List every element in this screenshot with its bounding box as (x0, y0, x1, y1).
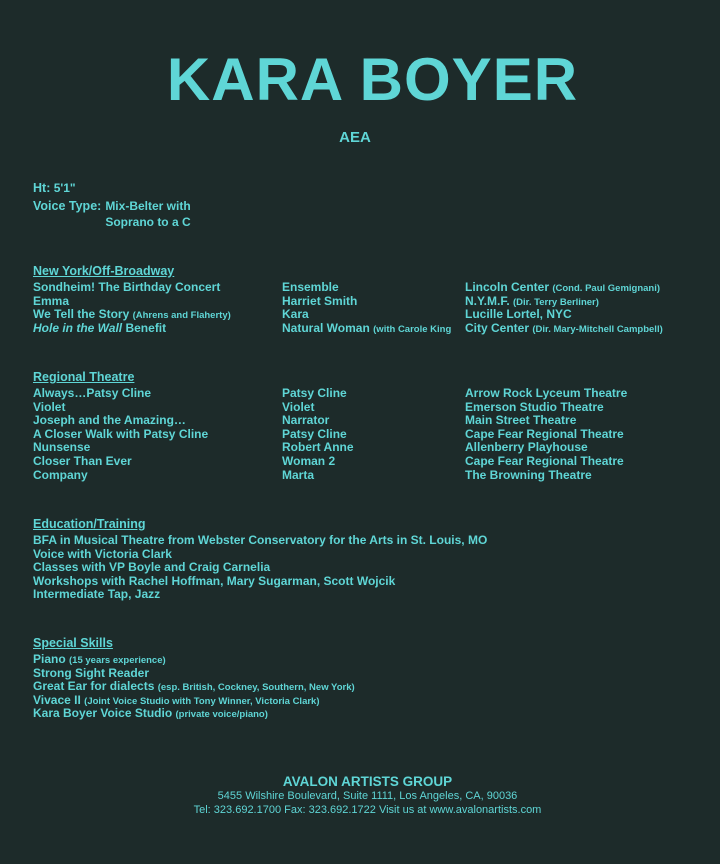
agency-address: 5455 Wilshire Boulevard, Suite 1111, Los Angeles, CA, 90036 (217, 790, 518, 802)
credit-venue-note: (Dir. Mary-Mitchell Campbell) (532, 323, 663, 335)
skill-note: (private voice/piano) (175, 709, 268, 721)
credit-row (33, 413, 577, 428)
credit-role: Patsy Cline (282, 426, 347, 441)
education-line: BFA in Musical Theatre from Webster Conservatory for the Arts in St. Louis, MO (33, 533, 488, 547)
vital-stats (33, 180, 191, 230)
credit-role: Woman 2 (282, 453, 336, 468)
credit-venue: Cape Fear Regional Theatre (465, 426, 624, 441)
performer-name: KARA BOYER (166, 46, 579, 113)
credit-row (33, 453, 624, 469)
skill-note: (Joint Voice Studio with Tony Winner, Victoria Clark) (84, 695, 320, 707)
education-section (33, 517, 487, 602)
credit-role: Narrator (282, 413, 330, 428)
credit-show: Closer Than Ever (33, 453, 132, 468)
credit-role: Harriet Smith (282, 293, 358, 308)
credit-show: We Tell the Story (33, 307, 130, 322)
ny-section (33, 264, 663, 335)
credit-venue: City Center (465, 320, 530, 335)
credit-venue: The Browning Theatre (465, 467, 592, 482)
credit-venue: Emerson Studio Theatre (465, 399, 604, 414)
ny-section-title: New York/Off-Broadway (33, 264, 175, 278)
agency-name: AVALON ARTISTS GROUP (282, 774, 453, 789)
credit-row (33, 440, 588, 455)
agency-contact[interactable]: Tel: 323.692.1700 Fax: 323.692.1722 Visit us at www.avalonartists.com (193, 804, 542, 816)
credit-role: Kara (282, 307, 309, 322)
height-value: 5'1" (53, 181, 76, 195)
credit-venue: Lincoln Center (465, 280, 550, 294)
education-section-title: Education/Training (33, 517, 146, 531)
credit-role-note: (with Carole King (373, 323, 452, 335)
credit-row (33, 399, 604, 415)
height-label: Ht: (33, 181, 51, 195)
credit-show: Always…Patsy Cline (33, 386, 152, 400)
credit-role: Marta (282, 467, 315, 482)
credit-row (33, 426, 624, 442)
credit-venue-note: (Cond. Paul Gemignani) (552, 283, 661, 294)
credit-row (33, 320, 663, 336)
credit-row (33, 307, 572, 322)
credit-role: Ensemble (282, 280, 339, 294)
credit-show: Joseph and the Amazing… (33, 413, 186, 428)
credit-show: Company (33, 467, 88, 482)
credit-row (33, 386, 628, 401)
skill-text: Strong Sight Reader (33, 665, 150, 680)
voice-type-line-2: Soprano to a C (105, 215, 191, 229)
skill-text: Piano (33, 652, 66, 666)
credit-show: Nunsense (33, 440, 91, 455)
skill-item (33, 653, 355, 667)
voice-type-label: Voice Type: (33, 199, 102, 213)
regional-section-title: Regional Theatre (33, 370, 135, 384)
skill-text: Vivace II (33, 692, 81, 707)
skill-note: (15 years experience) (69, 655, 166, 666)
credit-venue: Main Street Theatre (465, 413, 577, 428)
skill-text: Kara Boyer Voice Studio (33, 706, 173, 721)
credit-show: Emma (33, 293, 70, 308)
skill-item (33, 680, 355, 694)
voice-type-line-1: Mix-Belter with (105, 199, 191, 213)
agency-footer (0, 774, 720, 817)
union-affiliation: AEA (339, 129, 371, 146)
skill-item (33, 667, 355, 681)
credit-show-note: (Ahrens and Flaherty) (132, 310, 231, 322)
credit-venue: Lucille Lortel, NYC (465, 307, 572, 322)
education-line: Intermediate Tap, Jazz (33, 587, 161, 602)
credit-row (33, 467, 592, 483)
voice-type-row (33, 198, 191, 230)
credit-show-note: Benefit (125, 320, 167, 335)
credit-venue-note: (Dir. Terry Berliner) (513, 296, 599, 308)
education-line: Classes with VP Boyle and Craig Carnelia (33, 560, 271, 575)
skill-note: (esp. British, Cockney, Southern, New York) (157, 682, 355, 694)
credit-show: Violet (33, 399, 66, 414)
skills-section (33, 636, 355, 721)
education-line: Workshops with Rachel Hoffman, Mary Sugarman, Scott Wojcik (33, 573, 396, 588)
credit-venue: Allenberry Playhouse (465, 440, 588, 455)
credit-venue: Arrow Rock Lyceum Theatre (465, 386, 628, 400)
skills-section-title: Special Skills (33, 636, 113, 650)
credit-row (33, 293, 599, 309)
credit-role: Violet (282, 399, 315, 414)
credit-venue: Cape Fear Regional Theatre (465, 453, 624, 468)
education-line: Voice with Victoria Clark (33, 546, 172, 561)
credit-role: Robert Anne (282, 440, 354, 455)
credit-role: Patsy Cline (282, 386, 347, 400)
skill-item (33, 707, 355, 721)
height-row (33, 180, 191, 196)
credit-row (33, 280, 661, 295)
regional-section (33, 370, 628, 482)
credit-show: Hole in the Wall (33, 320, 123, 335)
credit-venue: N.Y.M.F. (465, 293, 510, 308)
credit-show: Sondheim! The Birthday Concert (33, 280, 221, 294)
credit-role: Natural Woman (282, 320, 370, 335)
skill-item (33, 694, 355, 708)
skill-text: Great Ear for dialects (33, 679, 155, 694)
credit-show: A Closer Walk with Patsy Cline (33, 426, 209, 441)
